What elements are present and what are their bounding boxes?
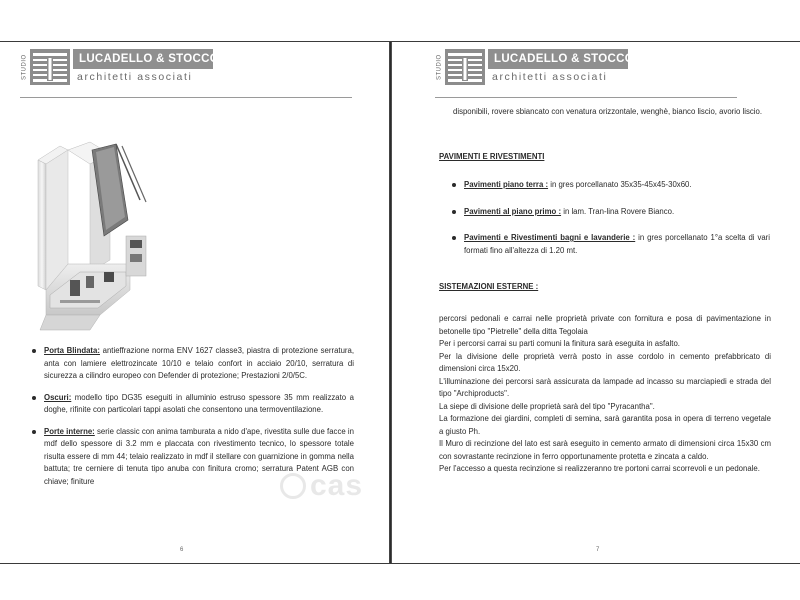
page-number: 7 [596,547,600,553]
spec-text: serie classic con anima tamburata a nido d'ape, rivestita sulle due facce in mdf dello spessore di 3.2 mm e placcata con rivestimento tecnico, lo spessore totale risulta essere di mm 44; telaio realizzato in mdf il stellare con guarnizione in gomma nella battuta; tre cerniere di tenuta tipo anuba con finitura cromo; serratura Patent AGB con chiave; finiture [44,426,354,486]
spec-item-porta-blindata [32,345,354,383]
paragraph: Il Muro di recinzione del lato est sarà eseguito in cemento armato di dimensioni circa 15x30 cm con sovrastante recinzione in ferro opportunamente protetta e zincata a caldo. [439,439,771,461]
spec-item-porte-interne [32,426,354,489]
spec-text: modello tipo DG35 eseguiti in alluminio estruso spessore 35 mm realizzato a doghe, rifinite con particolari tappi asolati che consentono una termoventilazione. [44,392,354,414]
brand-name: LUCADELLO & STOCCO [73,49,213,69]
floor-item [452,232,770,257]
spec-item-oscuri [32,392,354,417]
paragraph: Per l'accesso a questa recinzione si realizzeranno tre portoni carrai scorrevoli e un pedonale. [439,464,760,473]
studio-label: STUDIO [21,54,28,80]
logo-icon [30,49,70,85]
paragraph: Per i percorsi carrai su parti comuni la finitura sarà eseguita in asfalto. [439,339,680,348]
brand-subtitle: architetti associati [492,71,608,83]
spec-list-left [32,345,354,497]
spec-term: Porta Blindata: [44,346,100,355]
brand-subtitle: architetti associati [77,71,193,83]
right-page [392,42,800,563]
header-divider [20,97,352,98]
floor-term: Pavimenti al piano primo : [464,206,562,216]
document-spread [0,41,800,564]
page-number: 6 [180,547,184,553]
floor-text: in gres porcellanato 35x35-45x45-30x60. [548,180,692,189]
floor-text: in gres porcellanato 1°a scelta di vari formati fino all'altezza di 1.20 mt. [464,233,771,255]
floor-item [452,179,770,192]
floor-item [452,206,770,219]
spec-text: antieffrazione norma ENV 1627 classe3, piastra di protezione serratura, anta con lamiere elettrozincate 10/10 e telaio confort in acciaio 20/10, serratura di sicurezza a cilindro europeo con Defender di protezione; Prestazioni 2/0/5C. [44,346,355,380]
studio-label: STUDIO [436,54,443,80]
floor-term: Pavimenti e Rivestimenti bagni e lavanderie : [464,233,636,242]
watermark-text: cas [310,469,364,502]
paragraph: percorsi pedonali e carrai nelle proprietà private con fornitura e posa di pavimentazione in betonelle tipo "Pietrelle" della ditta Tegolaia [439,314,771,336]
paragraph: L'illuminazione dei percorsi sarà assicurata da lampade ad incasso su marciapiedi e strada del tipo "Archiproducts". [439,376,771,398]
paragraph: Per la divisione delle proprietà verrà posto in asse cordolo in cemento prefabbricato di dimensioni circa 15x20. [439,351,771,373]
paragraph: La siepe di divisione delle proprietà sarà del tipo "Pyracantha". [439,401,655,411]
floors-list [452,179,770,267]
continuation-text: disponibili, rovere sbiancato con venatura orizzontale, wenghè, bianco liscio, avorio liscio. [453,107,763,116]
section-title-floors: PAVIMENTI E RIVESTIMENTI [439,152,545,161]
window-frame-image [30,140,152,335]
spec-term: Oscuri: [44,392,72,402]
section-title-external: SISTEMAZIONI ESTERNE : [439,282,539,291]
header-divider [435,97,737,98]
logo-icon [445,49,485,85]
brand-name: LUCADELLO & STOCCO [488,49,628,69]
paragraph: La formazione dei giardini, completi di semina, sarà garantita posa in opera di terreno vegetale a giusto Ph. [439,414,771,436]
floor-term: Pavimenti piano terra : [464,180,549,189]
spec-term: Porte interne: [44,426,95,436]
floor-text: in lam. Tran-lina Rovere Bianco. [561,206,675,216]
left-page [0,42,390,563]
external-paragraphs [439,313,771,476]
